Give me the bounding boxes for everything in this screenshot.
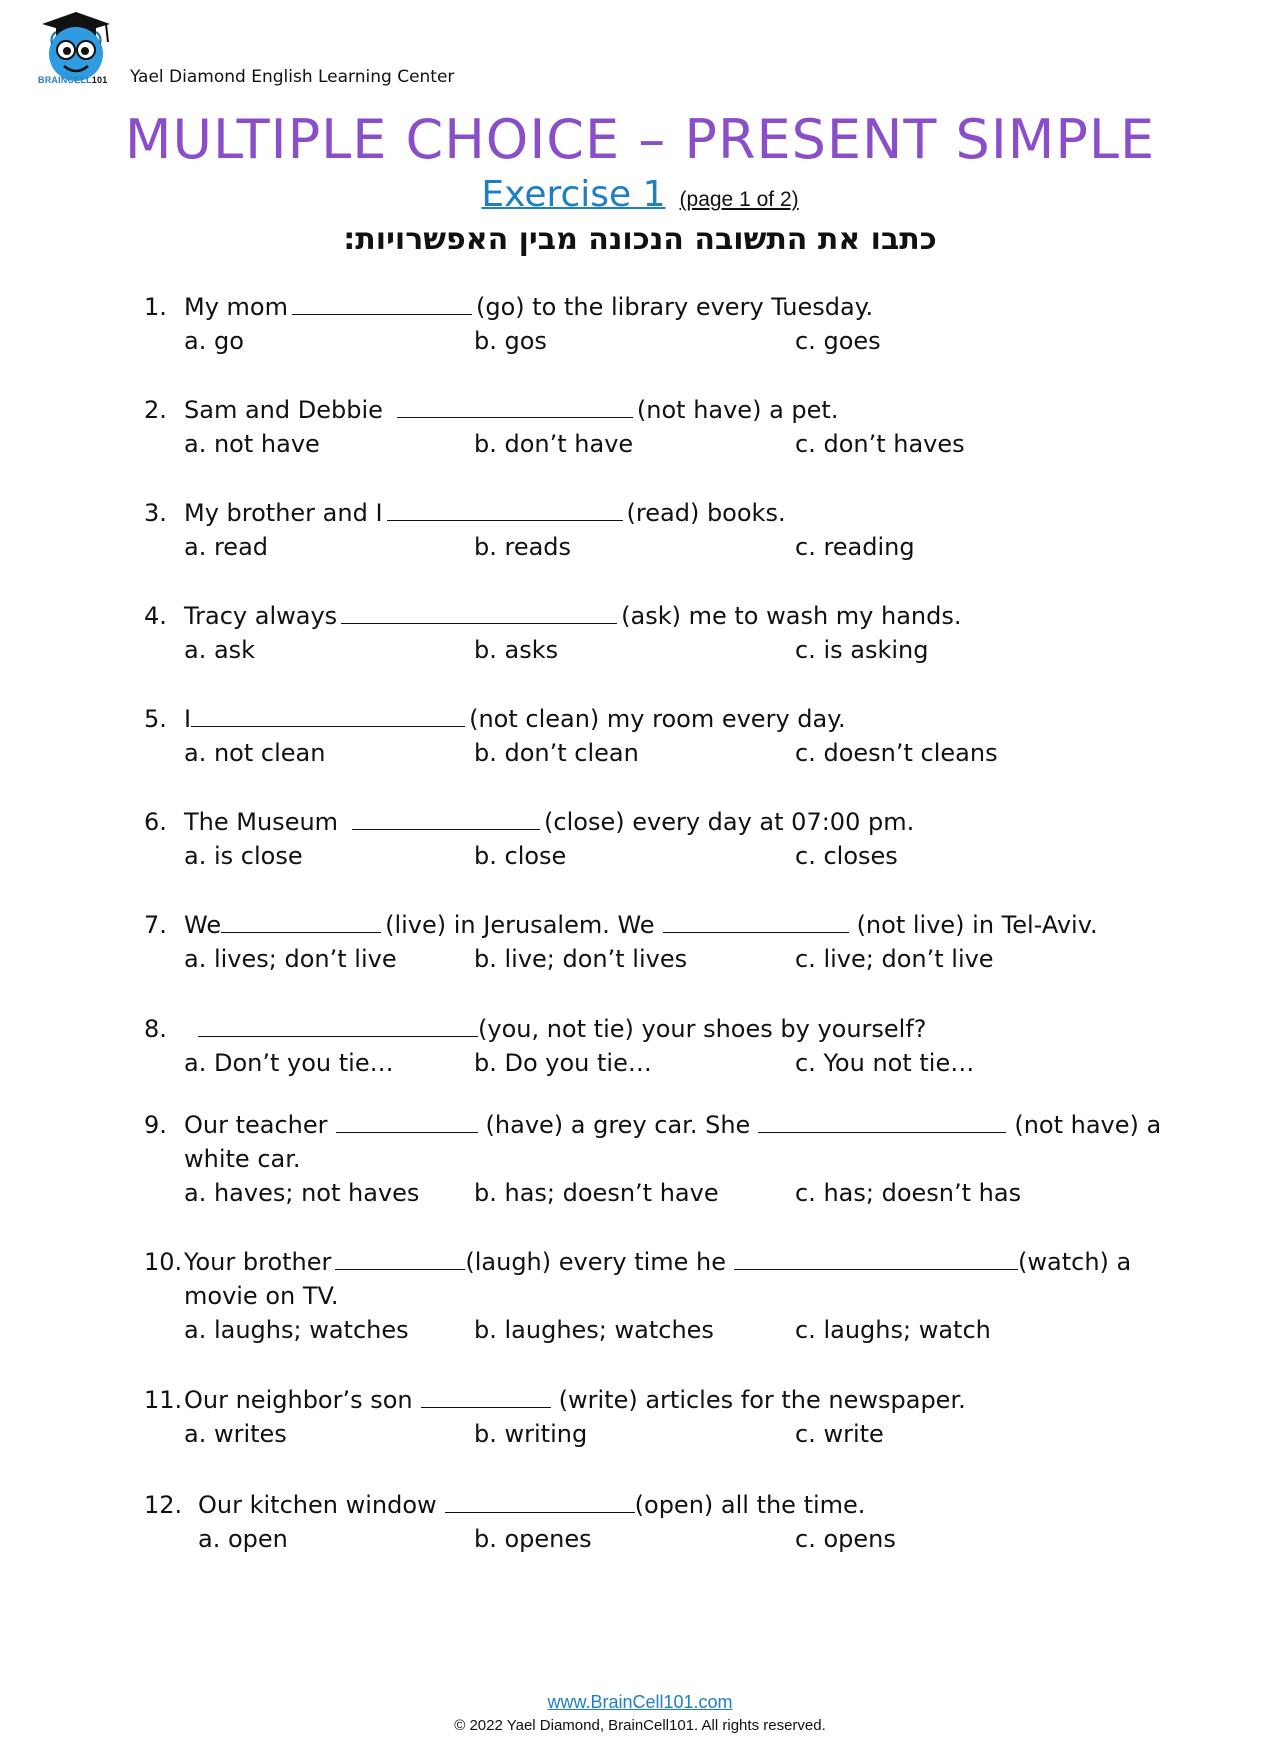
question-number: 3. (144, 499, 167, 527)
option-a[interactable]: a. Don’t you tie… (184, 1049, 394, 1077)
question-continuation: white car. (184, 1145, 301, 1173)
option-b[interactable]: b. openes (474, 1525, 592, 1553)
question-text: (watch) a (1018, 1248, 1132, 1276)
answer-blank[interactable] (663, 910, 849, 933)
website-link[interactable]: www.BrainCell101.com (547, 1692, 733, 1712)
question-text: Our kitchen window (198, 1491, 437, 1519)
question-text: (go) to the library every Tuesday. (475, 293, 874, 321)
question-text: The Museum (184, 808, 339, 836)
answer-blank[interactable] (397, 395, 633, 418)
question-text: (not clean) my room every day. (469, 705, 846, 733)
question-7 (144, 908, 1174, 976)
question-text: (not have) a (1014, 1111, 1162, 1139)
option-a[interactable]: a. not have (184, 430, 320, 458)
exercise-heading (0, 174, 1280, 215)
instruction-hebrew: כתבו את התשובה הנכונה מבין האפשרויות: (343, 222, 937, 257)
question-number: 12. (144, 1491, 183, 1519)
question-text: I (184, 705, 192, 733)
question-text: (not live) in Tel-Aviv. (856, 911, 1098, 939)
answer-blank[interactable] (387, 498, 623, 521)
question-text: Tracy always (184, 602, 338, 630)
question-number: 2. (144, 396, 167, 424)
question-text: (have) a grey car. She (485, 1111, 751, 1139)
answer-blank[interactable] (734, 1247, 1018, 1270)
question-1 (144, 290, 1174, 358)
question-number: 8. (144, 1015, 167, 1043)
option-a[interactable]: a. haves; not haves (184, 1179, 420, 1207)
question-text: (close) every day at 07:00 pm. (544, 808, 915, 836)
question-text: (open) all the time. (634, 1491, 866, 1519)
question-text: (not have) a pet. (636, 396, 839, 424)
answer-blank[interactable] (336, 1110, 478, 1133)
brand-wordmark: BRAINCELL101 (38, 75, 108, 85)
option-a[interactable]: a. laughs; watches (184, 1316, 409, 1344)
answer-blank[interactable] (292, 292, 472, 315)
question-text: My brother and I (184, 499, 383, 527)
question-number: 9. (144, 1111, 167, 1139)
question-4 (144, 599, 1174, 667)
option-b[interactable]: b. asks (474, 636, 559, 664)
answer-blank[interactable] (191, 704, 465, 727)
option-b[interactable]: b. live; don’t lives (474, 945, 688, 973)
option-c[interactable]: c. closes (795, 842, 898, 870)
question-6 (144, 805, 1174, 873)
answer-blank[interactable] (421, 1385, 551, 1408)
question-text: My mom (184, 293, 288, 321)
option-b[interactable]: b. close (474, 842, 567, 870)
answer-blank[interactable] (341, 601, 617, 624)
question-number: 1. (144, 293, 167, 321)
option-b[interactable]: b. Do you tie… (474, 1049, 652, 1077)
question-text: (laugh) every time he (465, 1248, 727, 1276)
option-a[interactable]: a. lives; don’t live (184, 945, 397, 973)
question-text: (read) books. (626, 499, 786, 527)
question-text: (write) articles for the newspaper. (558, 1386, 966, 1414)
question-text: Our neighbor’s son (184, 1386, 413, 1414)
option-c[interactable]: c. is asking (795, 636, 929, 664)
exercise-number: Exercise 1 (481, 174, 666, 215)
option-c[interactable]: c. live; don’t live (795, 945, 994, 973)
option-c[interactable]: c. doesn’t cleans (795, 739, 998, 767)
option-c[interactable]: c. opens (795, 1525, 896, 1553)
question-10 (144, 1245, 1174, 1347)
option-c[interactable]: c. write (795, 1420, 884, 1448)
copyright-notice: © 2022 Yael Diamond, BrainCell101. All rights reserved. (454, 1717, 826, 1734)
answer-blank[interactable] (221, 910, 381, 933)
option-b[interactable]: b. don’t have (474, 430, 634, 458)
option-b[interactable]: b. laughes; watches (474, 1316, 714, 1344)
worksheet-title: MULTIPLE CHOICE – PRESENT SIMPLE (124, 108, 1156, 171)
question-text: (live) in Jerusalem. We (385, 911, 655, 939)
question-3 (144, 496, 1174, 564)
option-b[interactable]: b. has; doesn’t have (474, 1179, 719, 1207)
question-text: Sam and Debbie (184, 396, 383, 424)
question-number: 11. (144, 1386, 183, 1414)
page-indicator: (page 1 of 2) (679, 188, 799, 211)
question-text: Your brother (184, 1248, 332, 1276)
option-a[interactable]: a. not clean (184, 739, 326, 767)
learning-center-name: Yael Diamond English Learning Center (130, 67, 455, 87)
option-b[interactable]: b. writing (474, 1420, 588, 1448)
answer-blank[interactable] (445, 1490, 635, 1513)
question-5 (144, 702, 1174, 770)
answer-blank[interactable] (335, 1247, 465, 1270)
answer-blank[interactable] (198, 1014, 478, 1037)
question-number: 7. (144, 911, 167, 939)
question-8 (144, 1012, 1174, 1080)
question-11 (144, 1383, 1174, 1451)
question-number: 6. (144, 808, 167, 836)
option-b[interactable]: b. gos (474, 327, 547, 355)
option-c[interactable]: c. reading (795, 533, 915, 561)
question-12 (144, 1488, 1174, 1556)
question-number: 4. (144, 602, 167, 630)
question-text: We (184, 911, 222, 939)
option-c[interactable]: c. You not tie… (795, 1049, 975, 1077)
option-a[interactable]: a. go (184, 327, 244, 355)
option-a[interactable]: a. open (198, 1525, 288, 1553)
question-2 (144, 393, 1174, 461)
question-number: 5. (144, 705, 167, 733)
answer-blank[interactable] (758, 1110, 1006, 1133)
option-a[interactable]: a. ask (184, 636, 256, 664)
question-text: (ask) me to wash my hands. (621, 602, 962, 630)
option-b[interactable]: b. reads (474, 533, 572, 561)
question-continuation: movie on TV. (184, 1282, 339, 1310)
question-text: Our teacher (184, 1111, 328, 1139)
option-c[interactable]: c. has; doesn’t has (795, 1179, 1022, 1207)
option-b[interactable]: b. don’t clean (474, 739, 639, 767)
option-a[interactable]: a. read (184, 533, 269, 561)
question-number: 10. (144, 1248, 183, 1276)
option-a[interactable]: a. is close (184, 842, 303, 870)
question-text: (you, not tie) your shoes by yourself? (478, 1015, 927, 1043)
question-9 (144, 1108, 1174, 1210)
answer-blank[interactable] (352, 807, 540, 830)
option-c[interactable]: c. goes (795, 327, 881, 355)
option-c[interactable]: c. don’t haves (795, 430, 965, 458)
option-a[interactable]: a. writes (184, 1420, 287, 1448)
option-c[interactable]: c. laughs; watch (795, 1316, 991, 1344)
